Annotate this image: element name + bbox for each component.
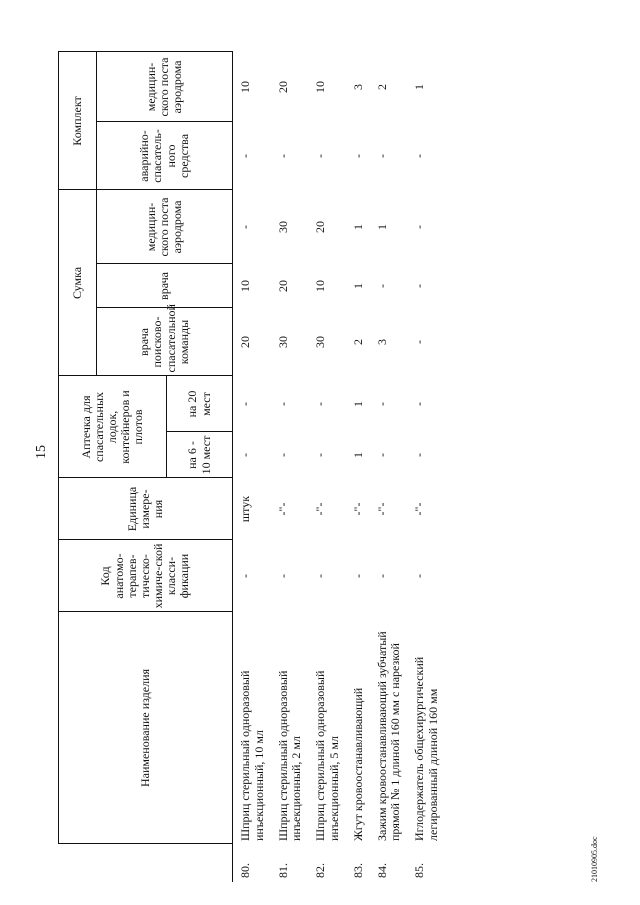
qty-kit-20: - <box>374 402 389 406</box>
qty-set-airfield: 2 <box>374 83 389 90</box>
qty-set-airfield: 20 <box>275 80 290 93</box>
header-kit-6-10: на 6 - 10 мест <box>167 432 233 478</box>
item-unit: -"- <box>412 502 427 516</box>
qty-bag-sar-doctor: 30 <box>313 336 328 348</box>
item-code: - <box>275 574 290 578</box>
qty-kit-20: - <box>313 402 328 406</box>
table-body <box>233 52 445 882</box>
header-bag-airfield: медицин-ского поста аэродрома <box>97 190 233 264</box>
table-row <box>308 52 346 882</box>
row-number: 85. <box>412 863 427 878</box>
qty-bag-doctor: 1 <box>350 283 365 289</box>
table-row <box>370 52 408 882</box>
table-row <box>346 52 370 882</box>
qty-bag-doctor: 10 <box>313 280 328 292</box>
item-name: Шприц стерильный одноразовый инъекционный, 5 мл <box>313 670 341 841</box>
qty-kit-20: - <box>412 402 427 406</box>
row-number: 83. <box>350 863 365 878</box>
table-row <box>233 52 271 882</box>
qty-bag-sar-doctor: - <box>412 340 427 344</box>
item-name: Шприц стерильный одноразовый инъекционный, 2 мл <box>275 670 304 841</box>
header-name: Наименование изделия <box>59 612 233 844</box>
qty-bag-airfield: 1 <box>374 223 389 230</box>
qty-bag-sar-doctor: 30 <box>275 336 290 348</box>
equipment-table <box>58 51 445 882</box>
qty-bag-airfield: 30 <box>275 220 290 233</box>
qty-set-rescue: - <box>374 153 389 158</box>
qty-kit-20: 1 <box>350 401 365 407</box>
row-number: 80. <box>238 863 252 878</box>
qty-kit-6-10: - <box>238 453 252 457</box>
item-code: - <box>374 574 389 578</box>
qty-set-airfield: 10 <box>238 80 252 93</box>
qty-kit-20: - <box>275 402 290 406</box>
item-unit: -"- <box>350 502 365 516</box>
rotated-sheet <box>30 22 610 882</box>
item-name: Зажим кровоостанавливающий зубчатый прямой № 1 длиной 160 мм с нарезкой <box>374 631 403 841</box>
qty-bag-doctor: - <box>374 284 389 288</box>
qty-kit-20: - <box>238 402 252 406</box>
qty-set-rescue: - <box>350 153 365 158</box>
qty-bag-sar-doctor: 2 <box>350 339 365 345</box>
qty-set-rescue: - <box>238 153 252 158</box>
header-kit-boats: Аптечка для спасательных лодок, контейнеров и плотов <box>59 376 167 478</box>
header-unit: Единица измере-ния <box>59 478 233 540</box>
qty-kit-6-10: - <box>412 453 427 457</box>
qty-kit-6-10: - <box>374 453 389 457</box>
item-unit: -"- <box>313 502 328 516</box>
header-set: Комплект <box>59 52 97 190</box>
qty-set-rescue: - <box>275 153 290 158</box>
qty-bag-airfield: - <box>412 224 427 229</box>
qty-bag-doctor: - <box>412 284 427 288</box>
header-number-col <box>59 844 233 882</box>
qty-kit-6-10: 1 <box>350 452 365 458</box>
item-code: - <box>238 574 252 578</box>
qty-bag-sar-doctor: 20 <box>238 336 252 348</box>
qty-set-rescue: - <box>412 153 427 158</box>
header-code: Код анатомо-терапев-тическо-химиче-ской класси-фикации <box>59 540 233 612</box>
header-bag-sar-doctor: врача поисково-спасательной команды <box>97 308 233 376</box>
qty-set-airfield: 1 <box>412 83 427 90</box>
item-name: Жгут кровоостанавливающий <box>350 687 365 841</box>
header-bag: Сумка <box>59 190 97 376</box>
page-number: 15 <box>34 445 49 459</box>
qty-bag-doctor: 20 <box>275 280 290 292</box>
item-name: Шприц стерильный одноразовый инъекционный, 10 мл <box>238 670 266 841</box>
item-unit: штук <box>238 495 252 523</box>
item-unit: -"- <box>374 502 389 516</box>
header-bag-doctor: врача <box>97 264 233 308</box>
qty-set-airfield: 3 <box>350 83 365 90</box>
qty-bag-doctor: 10 <box>238 280 252 292</box>
qty-kit-6-10: - <box>275 453 290 457</box>
qty-set-rescue: - <box>313 153 328 158</box>
table-row <box>407 52 445 882</box>
row-number: 82. <box>313 863 328 878</box>
header-set-rescue: аварийно-спасатель-ного средства <box>97 122 233 190</box>
qty-bag-airfield: - <box>238 224 252 229</box>
qty-bag-sar-doctor: 3 <box>374 339 389 345</box>
footer-filename: 21010905.doc <box>590 836 599 882</box>
header-set-airfield: медицин-ского поста аэродрома <box>97 52 233 122</box>
header-kit-20: на 20 мест <box>167 376 233 432</box>
qty-set-airfield: 10 <box>313 80 328 93</box>
item-code: - <box>412 574 427 578</box>
row-number: 81. <box>275 863 290 878</box>
qty-kit-6-10: - <box>313 453 328 457</box>
item-unit: -"- <box>275 502 290 516</box>
item-code: - <box>350 574 365 578</box>
item-name: Иглодержатель общехирургический легированный длиной 160 мм <box>412 656 440 841</box>
item-code: - <box>313 574 328 578</box>
qty-bag-airfield: 1 <box>350 223 365 230</box>
qty-bag-airfield: 20 <box>313 220 328 233</box>
table-row <box>271 52 309 882</box>
table-header <box>59 52 233 882</box>
row-number: 84. <box>374 863 389 878</box>
